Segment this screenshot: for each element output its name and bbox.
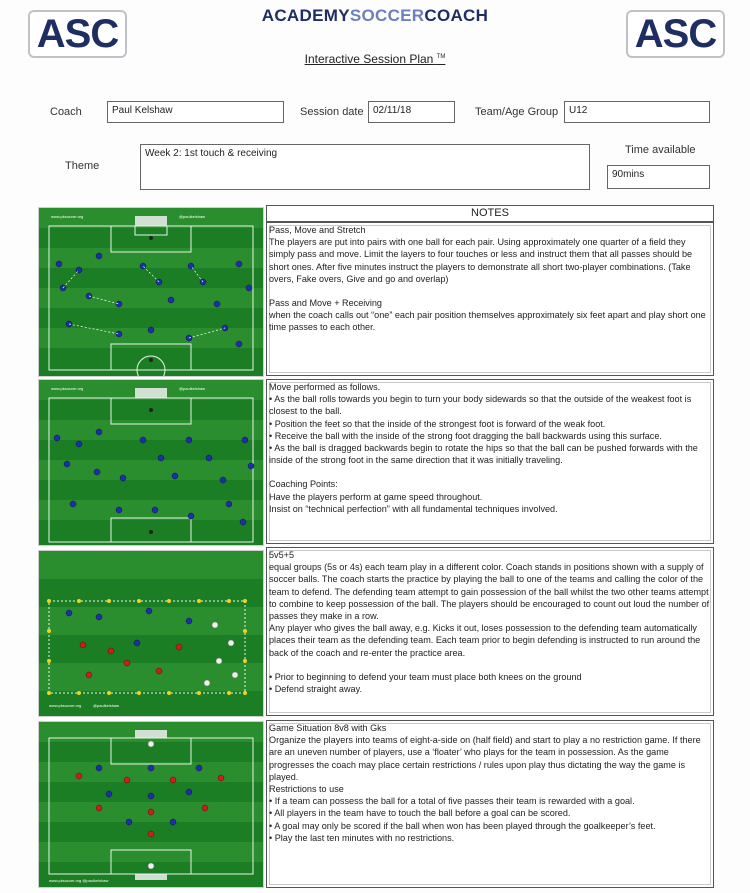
note-2-line: • Receive the ball with the inside of the strong foot dragging the ball backwards using this surface. — [269, 430, 662, 441]
notes-box-1 — [266, 222, 714, 376]
note-1-line: The players are put into pairs with one ball for each pair. Using approximately one quarter of a field they simply pass and move. Limit the layers to four touches or less and instruct them that all passes should be short ones. After five minutes instruct the players to demonstrate all short two-player combinations. (Take overs, Fake overs, Give and go and overlap) — [269, 237, 693, 284]
pitch-diagram-1 — [39, 208, 263, 376]
note-3-line: • Prior to beginning to defend your team must place both knees on the ground — [269, 671, 582, 682]
note-1-line: Pass and Move + Receiving — [269, 298, 382, 309]
notes-box-4 — [266, 720, 714, 888]
note-2-line: Insist on “technical perfection” with all fundamental techniques involved. — [269, 503, 558, 514]
pitch-diagram-2 — [39, 380, 263, 545]
notes-box-3 — [266, 547, 714, 716]
diagram-site-label: www.pksoccer.org — [51, 214, 84, 219]
team-age-group-field[interactable]: U12 — [564, 101, 710, 123]
pitch-diagram-3 — [39, 551, 263, 716]
note-3-line: Any player who gives the ball away, e.g. Kicks it out, loses possession to the defending team automatically places their team as the defending team. Each team prior to begin defending is instructed to run around the back of the coach and re-enter the practice area. — [269, 623, 701, 658]
note-4-line: • A goal may only be scored if the ball when won has been played through the goalkeeper’s feet. — [269, 820, 656, 831]
note-1-line: Pass, Move and Stretch — [269, 225, 366, 235]
asc-logo-left — [28, 10, 127, 58]
drill-diagram-2 — [38, 379, 264, 546]
time-available-field[interactable]: 90mins — [607, 165, 710, 189]
note-2-line: • Position the feet so that the inside of the strongest foot is forward of the weak foot. — [269, 418, 606, 429]
note-4-line: • All players in the team have to touch the ball before a goal can be scored. — [269, 808, 571, 819]
diagram-handle-label: @paulkelshaw — [179, 214, 206, 219]
coach-field[interactable]: Paul Kelshaw — [107, 101, 284, 123]
coach-label: Coach — [50, 106, 82, 118]
note-3-line: • Defend straight away. — [269, 684, 362, 695]
logo-text: ASC — [36, 12, 119, 56]
diagram-site-label: www.pksoccer.org — [49, 703, 82, 708]
time-available-label: Time available — [625, 144, 696, 156]
note-2-line: Have the players perform at game speed throughout. — [269, 491, 483, 502]
drill-diagram-1 — [38, 207, 264, 377]
session-date-field[interactable]: 02/11/18 — [368, 101, 455, 123]
brand-part-soccer: SOCCER — [349, 6, 425, 25]
note-4-line: • Play the last ten minutes with no restrictions. — [269, 832, 455, 843]
session-date-label: Session date — [300, 106, 364, 118]
note-1-line: when the coach calls out “one” each pair position themselves approximately six feet apart and play short one time passes to each other. — [269, 310, 706, 333]
plan-title-text: Interactive Session Plan — [304, 52, 434, 66]
theme-field[interactable]: Week 2: 1st touch & receiving — [140, 144, 590, 190]
drill-diagram-4 — [38, 721, 264, 888]
pitch-diagram-4 — [39, 722, 263, 887]
brand-part-coach: COACH — [424, 6, 489, 25]
brand-title — [200, 6, 550, 26]
note-2-line: Coaching Points: — [269, 479, 338, 490]
diagram-site-label: www.pksoccer.org — [51, 386, 84, 391]
brand-part-academy: ACADEMY — [261, 6, 350, 25]
logo-text: ASC — [634, 12, 717, 56]
plan-title — [230, 52, 520, 66]
diagram-handle-label: @paulkelshaw — [179, 386, 206, 391]
notes-header: NOTES — [266, 205, 714, 222]
trademark: TM — [436, 54, 446, 60]
theme-label: Theme — [65, 160, 100, 172]
note-3-line: equal groups (5s or 4s) each team play in a different color. Coach stands in positions shown with a supply of soccer balls. The coach starts the practice by playing the ball to one of the teams and calling the color of the team to defend. The defending team attempt to gain possession of the ball whilst the two other teams attempt to combine to keep possession of the ball. The players should be encouraged to count out loud the number of passes they make in a row. — [269, 562, 710, 622]
drill-diagram-3 — [38, 550, 264, 717]
note-3-line: 5v5+5 — [269, 550, 295, 560]
note-4-line: Restrictions to use — [269, 784, 344, 795]
note-2-line: Move performed as follows. — [269, 382, 381, 392]
asc-logo-right — [626, 10, 725, 58]
note-4-line: • If a team can possess the ball for a total of five passes their team is rewarded with a goal. — [269, 796, 635, 807]
note-2-line: • As the ball is dragged backwards begin to rotate the hips so that the ball can be pushed forwards with the inside of the strong foot in the same direction that it was initially traveling. — [269, 443, 698, 466]
note-4-line: Game Situation 8v8 with Gks — [269, 723, 387, 733]
note-2-line: • As the ball rolls towards you begin to turn your body sidewards so that the outside of the weakest foot is closest to the ball. — [269, 394, 692, 417]
note-4-line: Organize the players into teams of eight-a-side on (half field) and start to play a no restriction game. If there are an uneven number of players, use a ‘floater’ who plays for the team in possession. As the game progresses the coach may place certain restrictions / rules upon play thus dictating the way the game is played. — [269, 735, 701, 782]
diagram-site-label: www.pksoccer.org @paulkelshaw — [49, 878, 109, 883]
diagram-handle-label: @paulkelshaw — [93, 703, 120, 708]
team-age-group-label: Team/Age Group — [475, 106, 559, 118]
notes-box-2 — [266, 379, 714, 544]
